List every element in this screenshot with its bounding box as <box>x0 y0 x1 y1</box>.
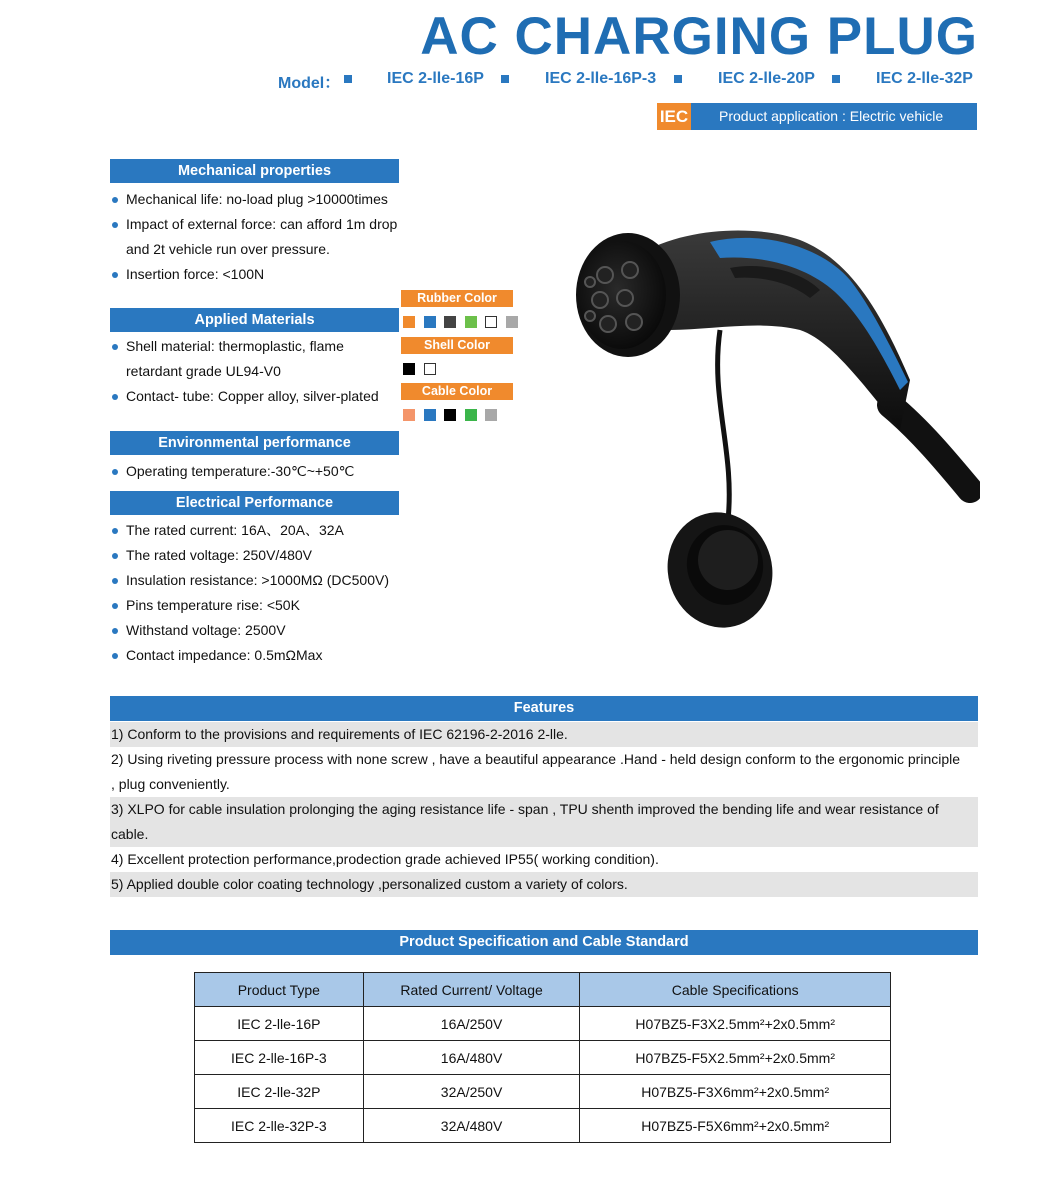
features-header: Features <box>110 696 978 721</box>
feature-line-continued: , plug conveniently. <box>111 776 230 792</box>
cable-color-swatch <box>465 409 477 421</box>
column-header: Cable Specifications <box>580 973 891 1007</box>
bullet-dot-icon <box>112 653 118 659</box>
rubber-color-swatch <box>424 316 436 328</box>
table-row <box>195 1109 891 1143</box>
cable-color-swatch <box>424 409 436 421</box>
tether-cord <box>718 330 730 520</box>
bullet-dot-icon <box>112 197 118 203</box>
table-cell: IEC 2-lle-32P-3 <box>195 1109 364 1143</box>
bullet-dot-icon <box>112 469 118 475</box>
table-cell: H07BZ5-F3X2.5mm²+2x0.5mm² <box>580 1007 891 1041</box>
table-cell: IEC 2-lle-16P <box>195 1007 364 1041</box>
feature-line: 3) XLPO for cable insulation prolonging the aging resistance life - span , TPU shenth improved the bending life and wear resistance of cable. <box>110 797 978 847</box>
feature-line: 5) Applied double color coating technology ,personalized custom a variety of colors. <box>110 872 978 897</box>
shell-color-swatch <box>403 363 415 375</box>
table-header-row <box>195 973 891 1007</box>
page-title: AC CHARGING PLUG <box>420 7 978 66</box>
model-item: IEC 2-lle-20P <box>718 70 815 87</box>
application-bar <box>657 103 977 130</box>
bullet-square-icon <box>344 75 352 83</box>
cable-color-swatch <box>403 409 415 421</box>
model-list <box>278 70 980 92</box>
model-label: Model： <box>278 75 341 92</box>
model-item: IEC 2-lle-16P <box>387 70 484 87</box>
bullet-dot-icon <box>112 222 118 228</box>
cable-color-label: Cable Color <box>401 383 513 400</box>
rubber-color-swatch <box>444 316 456 328</box>
table-row <box>195 1041 891 1075</box>
bullet-square-icon <box>674 75 682 83</box>
table-row <box>195 1075 891 1109</box>
section-header-electrical: Electrical Performance <box>110 491 399 515</box>
spec-table-header: Product Specification and Cable Standard <box>110 930 978 955</box>
product-image <box>560 220 980 640</box>
table-cell: H07BZ5-F5X2.5mm²+2x0.5mm² <box>580 1041 891 1075</box>
table-cell: IEC 2-lle-32P <box>195 1075 364 1109</box>
table-row <box>195 1007 891 1041</box>
table-cell: 16A/480V <box>363 1041 580 1075</box>
table-cell: 32A/480V <box>363 1109 580 1143</box>
bullet-dot-icon <box>112 578 118 584</box>
column-header: Rated Current/ Voltage <box>363 973 580 1007</box>
table-cell: 16A/250V <box>363 1007 580 1041</box>
table-cell: H07BZ5-F3X6mm²+2x0.5mm² <box>580 1075 891 1109</box>
column-header: Product Type <box>195 973 364 1007</box>
bullet-dot-icon <box>112 272 118 278</box>
section-header-mechanical: Mechanical properties <box>110 159 399 183</box>
bullet-dot-icon <box>112 553 118 559</box>
section-header-environmental: Environmental performance <box>110 431 399 455</box>
charging-plug-illustration <box>560 220 980 640</box>
model-item: IEC 2-lle-32P <box>876 70 973 87</box>
cable-color-swatch <box>444 409 456 421</box>
rubber-color-swatch <box>506 316 518 328</box>
bullet-square-icon <box>832 75 840 83</box>
bullet-square-icon <box>501 75 509 83</box>
bullet-dot-icon <box>112 344 118 350</box>
bullet-dot-icon <box>112 394 118 400</box>
rubber-color-swatch <box>465 316 477 328</box>
bullet-dot-icon <box>112 528 118 534</box>
model-item: IEC 2-lle-16P-3 <box>545 70 657 87</box>
iec-tag: IEC <box>657 103 691 130</box>
bullet-dot-icon <box>112 603 118 609</box>
table-cell: IEC 2-lle-16P-3 <box>195 1041 364 1075</box>
table-cell: H07BZ5-F5X6mm²+2x0.5mm² <box>580 1109 891 1143</box>
rubber-color-swatch <box>485 316 497 328</box>
feature-line: 1) Conform to the provisions and requirements of IEC 62196-2-2016 2-lle. <box>110 722 978 747</box>
feature-line: 2) Using riveting pressure process with none screw , have a beautiful appearance .Hand - held design conform to the ergonomic principle <box>111 751 961 767</box>
rubber-color-label: Rubber Color <box>401 290 513 307</box>
spec-table <box>194 972 891 1143</box>
table-cell: 32A/250V <box>363 1075 580 1109</box>
shell-color-swatch <box>424 363 436 375</box>
cable-color-swatch <box>485 409 497 421</box>
shell-color-label: Shell Color <box>401 337 513 354</box>
application-text: Product application : Electric vehicle <box>719 108 944 124</box>
section-header-materials: Applied Materials <box>110 308 399 332</box>
rubber-color-swatch <box>403 316 415 328</box>
bullet-dot-icon <box>112 628 118 634</box>
feature-line: 4) Excellent protection performance,prodection grade achieved IP55( working condition). <box>111 851 659 867</box>
